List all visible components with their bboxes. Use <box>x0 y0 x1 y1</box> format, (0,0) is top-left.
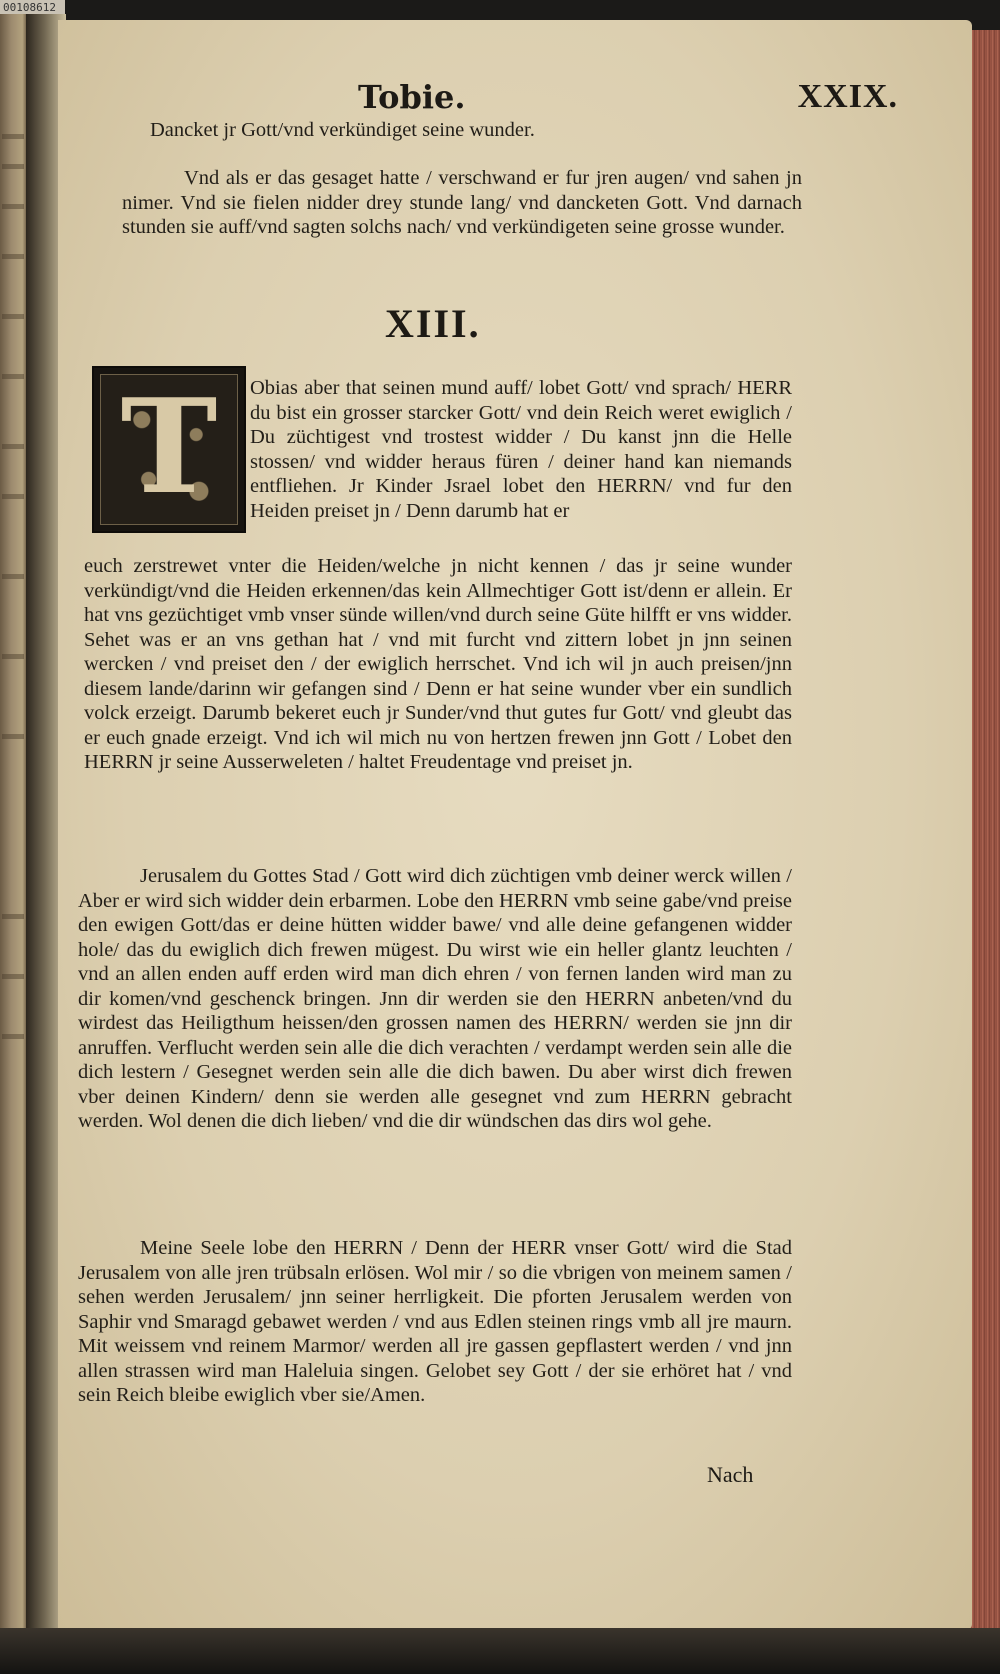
page-header <box>358 78 898 118</box>
paragraph-2-rest: euch zerstrewet vnter die Heiden/welche jn nicht kennen / das jr seine wunder verkündigt/vnd die Heiden erkennen/das kein Allmechtiger Gott ist/denn er allein. Er hat vns gezüchtiget vmb vnser sünde willen/vnd durch seine Güte hilfft er vns widder. Sehet was er an vns gethan hat / vnd mit furcht vnd zittern lobet jn jnn seinen wercken / vnd preiset den / der ewiglich herrschet. Vnd ich wil jn auch preisen/jnn diesem lande/darinn wir gefangen sind / Denn er hat seine wunder vber ein sundlich volck erzeigt. Darumb bekeret euch jr Sunder/vnd thut gutes fur Gott/ vnd gleubt das er euch gnade erzeigt. Vnd ich wil mich nu von hertzen frewen jnn Gott / Lobet den HERRN jr seine Ausserweleten / haltet Freudentage vnd preiset jn. <box>84 555 792 773</box>
folio-number: XXIX. <box>797 78 898 115</box>
paragraph-4: Meine Seele lobe den HERRN / Denn der HERR vnser Gott/ wird die Stad Jerusalem von alle jren trübsaln erlösen. Wol mir / so die vbrigen von meinem samen / sehen werden Jerusalem/ jnn seiner herrligkeit. Die pforten Jerusalem werden von Saphir vnd Smaragd gebawet werden / vnd aus Edlen steinen rings vmb all jre maurn. Mit weissem vnd reinem Marmor/ werden all jre gassen gepflastert werden / vnd jnn allen strassen wird man Haleluia singen. Gelobet sey Gott / der sie erhöret hat / vnd sein Reich bleibe ewiglich vber sie/Amen. <box>78 1237 792 1406</box>
catchword: Nach <box>707 1462 754 1487</box>
decorated-initial <box>92 366 246 533</box>
paragraph-2-top: Obias aber that seinen mund auff/ lobet Gott/ vnd sprach/ HERR du bist ein grosser starcker Gott/ vnd dein Reich weret ewiglich / Du züchtigest vnd trostest widder / Du kanst jnn die Helle stossen/ vnd widder heraus füren / deiner hand kan niemands entfliehen. Jr Kinder Jsrael lobet den HERRN/ vnd fur den Heiden preiset jn / Denn darumb hat er <box>250 377 792 522</box>
running-title: Tobie. <box>358 78 466 116</box>
scan-bottom-shadow <box>0 1628 1000 1674</box>
scan-label: 00108612 <box>0 0 65 16</box>
left-page-edge <box>0 14 28 1644</box>
chapter-heading: XIII. <box>385 301 481 346</box>
closing-line: Dancket jr Gott/vnd verkündiget seine wunder. <box>150 119 535 141</box>
initial-letter: T <box>120 370 218 523</box>
paragraph-3: Jerusalem du Gottes Stad / Gott wird dich züchtigen vmb deiner werck willen / Aber er wird sich widder dein erbarmen. Lobe den HERRN vmb seine gabe/vnd preise den ewigen Gott/das er deine hütten widder bawe/ vnd alle deine gefangenen widder hole/ das du ewiglich dich frewen mügest. Du wirst wie ein heller glantz leuchten / vnd an allen enden auff erden wird man dich ehren / von fernen landen wird man zu dir komen/vnd geschenck bringen. Jnn dir werden sie den HERRN anbeten/vnd du wirdest das Heiligthum heissen/den grossen namen des HERRN/ werden sie jnn dir anruffen. Verflucht werden sein alle die dich verachten / verdampt werden sein alle die dich lestern / Gesegnet werden sein alle die dich bawen. Du aber wirst dich frewen vber deinen Kindern/ denn sie werden alle gesegnet vnd zum HERRN gebracht werden. Wol denen die dich lieben/ vnd die dir wündschen das dirs wol gehe. <box>78 865 792 1132</box>
paragraph-1: Vnd als er das gesaget hatte / verschwand er fur jren augen/ vnd sahen jn nimer. Vnd sie fielen nidder drey stunde lang/ vnd dancketen Gott. Vnd darnach stunden sie auff/vnd sagten solchs nach/ vnd verkündigeten seine grosse wunder. <box>122 167 802 238</box>
